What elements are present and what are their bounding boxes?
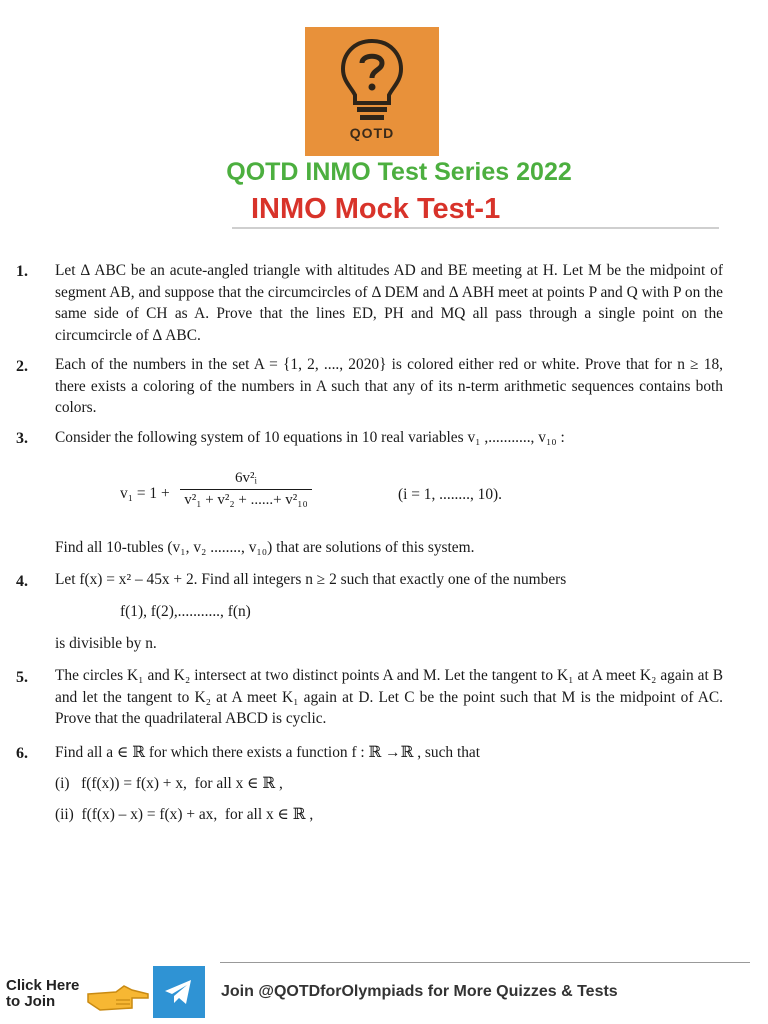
equation-range: (i = 1, ........, 10). bbox=[398, 486, 503, 503]
problem-number: 2. bbox=[16, 358, 28, 375]
problem-list: f(1), f(2),..........., f(n) bbox=[120, 603, 251, 620]
footer-divider bbox=[220, 962, 750, 963]
problem-number: 5. bbox=[16, 669, 28, 686]
equation-lhs: v₁ = 1 + bbox=[120, 485, 170, 502]
condition-2: (ii) f(f(x) – x) = f(x) + ax, for all x ∈ ℝ , bbox=[55, 806, 314, 823]
condition-1: (i) f(f(x)) = f(x) + x, for all x ∈ ℝ , bbox=[55, 775, 283, 792]
telegram-button[interactable] bbox=[153, 966, 205, 1018]
click-here-link[interactable] bbox=[6, 978, 79, 1010]
problem-text: is divisible by n. bbox=[55, 635, 157, 652]
problem-text: The circles K₁ and K₂ intersect at two distinct points A and M. Let the tangent to K₁ at A meet K₂ again at B and let the tangent to K₂ at A meet K₁ again at D. Let C be the point such that M is the midpoint of AC. Prove that the quadrilateral ABCD is cyclic. bbox=[55, 667, 723, 727]
join-channel-link[interactable]: Join @QOTDforOlympiads for More Quizzes & Tests bbox=[221, 983, 618, 1000]
problem-text: Each of the numbers in the set A = {1, 2, ...., 2020} is colored either red or white. Prove that for n ≥ 18, there exists a coloring of the numbers in A such that any of its n-term arithmetic sequences contains both colors. bbox=[55, 356, 723, 416]
click-here-label: Click Here bbox=[6, 977, 80, 994]
lightbulb-question-icon bbox=[305, 27, 439, 127]
qotd-logo bbox=[305, 27, 439, 156]
fraction-numerator: 6v²ᵢ bbox=[235, 470, 257, 486]
equation-fraction bbox=[180, 470, 312, 509]
fraction-bar bbox=[180, 489, 312, 490]
problem-number: 3. bbox=[16, 430, 28, 447]
problem-text: Find all a ∈ ℝ for which there exists a function f : ℝ →ℝ , such that bbox=[55, 744, 481, 761]
problem-text: Consider the following system of 10 equations in 10 real variables v₁ ,..........., v₁₀ : bbox=[55, 429, 565, 446]
pointing-hand-icon bbox=[86, 980, 150, 1014]
series-title: QOTD INMO Test Series 2022 bbox=[226, 158, 572, 186]
problem-number: 4. bbox=[16, 573, 28, 590]
to-join-label: to Join bbox=[6, 993, 56, 1010]
problem-number: 6. bbox=[16, 745, 28, 762]
problem-number: 1. bbox=[16, 263, 28, 280]
problem-text: Find all 10-tubles (v₁, v₂ ........, v₁₀) that are solutions of this system. bbox=[55, 539, 475, 556]
problem-text: Let Δ ABC be an acute-angled triangle with altitudes AD and BE meeting at H. Let M be the midpoint of segment AB, and suppose that the circumcircles of Δ DEM and Δ ABH meet at points P and Q with P on the same side of CH as A. Prove that the lines ED, PH and MQ all pass through a single point on the circumcircle of Δ ABC. bbox=[55, 262, 723, 344]
problem-text: Let f(x) = x² – 45x + 2. Find all integers n ≥ 2 such that exactly one of the numbers bbox=[55, 571, 567, 588]
fraction-denominator: v²₁ + v²₂ + ......+ v²₁₀ bbox=[184, 492, 308, 508]
telegram-icon bbox=[153, 966, 205, 1018]
logo-text: QOTD bbox=[349, 125, 395, 141]
test-title: INMO Mock Test-1 bbox=[251, 193, 501, 225]
header-divider bbox=[232, 227, 719, 229]
